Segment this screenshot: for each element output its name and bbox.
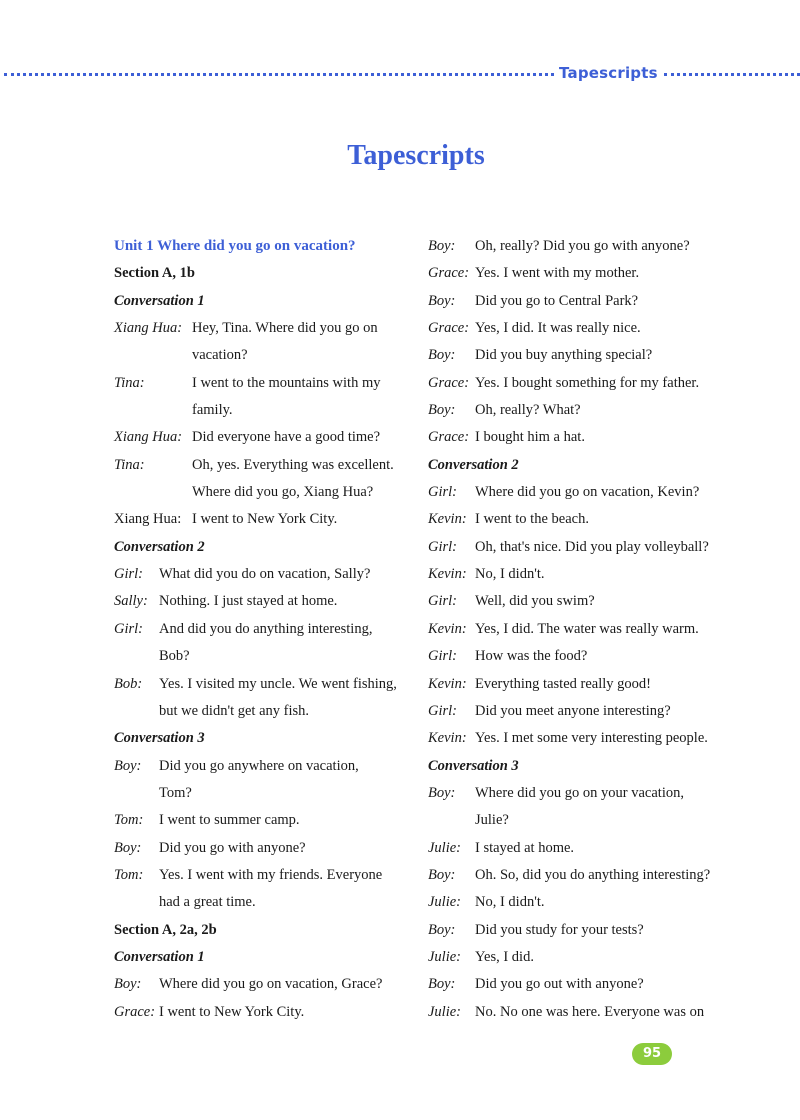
dialogue-line <box>428 233 728 260</box>
speaker-label: Girl: <box>428 538 457 555</box>
dialogue-line <box>428 671 728 698</box>
speaker-label: Girl: <box>428 648 457 665</box>
dialogue-line <box>428 835 728 862</box>
speaker-label: Girl: <box>428 702 457 719</box>
speaker-label: Xiang Hua: <box>114 511 182 528</box>
dialogue-line <box>428 780 728 807</box>
dialogue-line <box>428 342 728 369</box>
dialogue-text: And did you do anything interesting, <box>159 620 373 637</box>
dialogue-line <box>114 561 414 588</box>
header-dotted-rule-left <box>4 73 554 76</box>
dialogue-text: Yes. I met some very interesting people. <box>475 730 708 747</box>
dialogue-line <box>114 753 414 780</box>
dialogue-text: family. <box>192 402 233 419</box>
dialogue-continuation <box>114 479 414 506</box>
speaker-label: Julie: <box>428 894 462 911</box>
right-column <box>428 233 728 1026</box>
dialogue-text: Tom? <box>159 784 192 801</box>
dialogue-text: Well, did you swim? <box>475 593 595 610</box>
page-title: Tapescripts <box>347 140 485 171</box>
dialogue-continuation <box>428 807 728 834</box>
dialogue-text: had a great time. <box>159 894 256 911</box>
conversation-heading: Conversation 1 <box>114 292 205 309</box>
dialogue-text: Where did you go on your vacation, <box>475 784 684 801</box>
speaker-label: Boy: <box>428 292 456 309</box>
dialogue-text: Yes, I did. It was really nice. <box>475 320 641 337</box>
speaker-label: Boy: <box>428 866 456 883</box>
conversation-heading: Conversation 2 <box>428 456 519 473</box>
speaker-label: Kevin: <box>428 675 467 692</box>
dialogue-line <box>114 862 414 889</box>
dialogue-line <box>428 944 728 971</box>
speaker-label: Boy: <box>114 839 142 856</box>
dialogue-text: I went to New York City. <box>192 511 338 528</box>
dialogue-continuation <box>114 342 414 369</box>
speaker-label: Tina: <box>114 374 145 391</box>
dialogue-text: I went to the beach. <box>475 511 589 528</box>
dialogue-line <box>114 616 414 643</box>
dialogue-continuation <box>114 643 414 670</box>
dialogue-text: Bob? <box>159 648 190 665</box>
dialogue-text: Yes. I went with my friends. Everyone <box>159 866 383 883</box>
speaker-label: Boy: <box>428 921 456 938</box>
dialogue-text: Did you go out with anyone? <box>475 976 644 993</box>
dialogue-line <box>114 424 414 451</box>
speaker-label: Boy: <box>114 757 142 774</box>
dialogue-text: I went to New York City. <box>159 1003 305 1020</box>
speaker-label: Boy: <box>428 784 456 801</box>
speaker-label: Kevin: <box>428 620 467 637</box>
dialogue-line <box>428 561 728 588</box>
dialogue-text: Did you go with anyone? <box>159 839 306 856</box>
dialogue-text: Nothing. I just stayed at home. <box>159 593 338 610</box>
speaker-label: Tina: <box>114 456 145 473</box>
speaker-label: Girl: <box>428 484 457 501</box>
speaker-label: Tom: <box>114 812 144 829</box>
dialogue-continuation <box>114 889 414 916</box>
speaker-label: Grace: <box>428 320 470 337</box>
dialogue-line <box>428 725 728 752</box>
dialogue-text: I stayed at home. <box>475 839 575 856</box>
dialogue-text: Did you go anywhere on vacation, <box>159 757 359 774</box>
section-heading: Section A, 1b <box>114 265 195 282</box>
speaker-label: Boy: <box>114 976 142 993</box>
speaker-label: Girl: <box>428 593 457 610</box>
dialogue-line <box>428 479 728 506</box>
dialogue-line <box>428 260 728 287</box>
dialogue-text: I bought him a hat. <box>475 429 585 446</box>
dialogue-text: Oh, really? What? <box>475 402 581 419</box>
section-heading: Section A, 2a, 2b <box>114 921 217 938</box>
speaker-label: Julie: <box>428 948 462 965</box>
dialogue-line <box>428 698 728 725</box>
dialogue-line <box>114 671 414 698</box>
dialogue-line <box>428 999 728 1026</box>
speaker-label: Kevin: <box>428 511 467 528</box>
speaker-label: Tom: <box>114 866 144 883</box>
unit-heading: Unit 1 Where did you go on vacation? <box>114 238 356 254</box>
conversation-heading: Conversation 1 <box>114 948 205 965</box>
speaker-label: Grace: <box>114 1003 156 1020</box>
conversation-heading: Conversation 3 <box>428 757 519 774</box>
dialogue-text: Did you meet anyone interesting? <box>475 702 671 719</box>
speaker-label: Girl: <box>114 566 143 583</box>
dialogue-text: Yes, I did. <box>475 948 534 965</box>
speaker-label: Boy: <box>428 347 456 364</box>
speaker-label: Boy: <box>428 238 456 254</box>
dialogue-line <box>428 534 728 561</box>
running-header <box>0 64 800 84</box>
dialogue-line <box>428 917 728 944</box>
speaker-label: Xiang Hua: <box>114 429 183 446</box>
dialogue-line <box>428 889 728 916</box>
dialogue-text: Where did you go, Xiang Hua? <box>192 484 374 501</box>
dialogue-line <box>428 424 728 451</box>
dialogue-continuation <box>114 397 414 424</box>
running-head-title: Tapescripts <box>559 64 658 82</box>
speaker-label: Grace: <box>428 429 470 446</box>
speaker-label: Grace: <box>428 265 470 282</box>
speaker-label: Bob: <box>114 675 143 692</box>
speaker-label: Kevin: <box>428 730 467 747</box>
speaker-label: Kevin: <box>428 566 467 583</box>
left-column <box>114 233 414 1026</box>
dialogue-text: Did everyone have a good time? <box>192 429 381 446</box>
dialogue-text: Yes. I went with my mother. <box>475 265 640 282</box>
dialogue-text: Oh. So, did you do anything interesting? <box>475 866 711 883</box>
dialogue-text: Yes. I visited my uncle. We went fishing, <box>159 675 397 692</box>
dialogue-line <box>428 616 728 643</box>
conversation-heading: Conversation 3 <box>114 730 205 747</box>
dialogue-line <box>428 971 728 998</box>
dialogue-text: Where did you go on vacation, Grace? <box>159 976 383 993</box>
dialogue-line <box>114 999 414 1026</box>
dialogue-text: Did you buy anything special? <box>475 347 653 364</box>
dialogue-text: No. No one was here. Everyone was on <box>475 1003 705 1020</box>
dialogue-text: but we didn't get any fish. <box>159 702 310 719</box>
dialogue-line <box>114 315 414 342</box>
speaker-label: Julie: <box>428 1003 462 1020</box>
dialogue-text: vacation? <box>192 347 248 364</box>
dialogue-line <box>428 643 728 670</box>
header-dotted-rule-right <box>664 73 800 76</box>
dialogue-text: How was the food? <box>475 648 588 665</box>
dialogue-line <box>428 397 728 424</box>
dialogue-text: Where did you go on vacation, Kevin? <box>475 484 700 501</box>
dialogue-continuation <box>114 780 414 807</box>
dialogue-line <box>114 588 414 615</box>
dialogue-line <box>114 807 414 834</box>
dialogue-text: Everything tasted really good! <box>475 675 651 692</box>
dialogue-text: Hey, Tina. Where did you go on <box>192 320 378 337</box>
dialogue-line <box>428 506 728 533</box>
speaker-label: Boy: <box>428 402 456 419</box>
dialogue-line <box>428 370 728 397</box>
page-number-badge: 95 <box>632 1043 672 1065</box>
dialogue-text: Oh, yes. Everything was excellent. <box>192 456 394 473</box>
dialogue-text: Julie? <box>475 812 509 829</box>
dialogue-line <box>428 315 728 342</box>
dialogue-text: Oh, really? Did you go with anyone? <box>475 238 690 254</box>
dialogue-text: Did you go to Central Park? <box>475 292 639 309</box>
dialogue-line <box>114 971 414 998</box>
dialogue-continuation <box>114 698 414 725</box>
speaker-label: Sally: <box>114 593 148 610</box>
dialogue-text: Oh, that's nice. Did you play volleyball? <box>475 538 709 555</box>
dialogue-line <box>428 288 728 315</box>
dialogue-text: Yes, I did. The water was really warm. <box>475 620 699 637</box>
dialogue-text: No, I didn't. <box>475 566 545 583</box>
dialogue-line <box>114 506 414 533</box>
speaker-label: Girl: <box>114 620 143 637</box>
speaker-label: Boy: <box>428 976 456 993</box>
speaker-label: Xiang Hua: <box>114 320 183 337</box>
dialogue-text: Did you study for your tests? <box>475 921 644 938</box>
dialogue-text: I went to the mountains with my <box>192 374 381 391</box>
speaker-label: Grace: <box>428 374 470 391</box>
dialogue-line <box>428 862 728 889</box>
dialogue-line <box>114 370 414 397</box>
dialogue-text: I went to summer camp. <box>159 812 300 829</box>
dialogue-text: What did you do on vacation, Sally? <box>159 566 371 583</box>
dialogue-text: No, I didn't. <box>475 894 545 911</box>
dialogue-line <box>428 588 728 615</box>
dialogue-text: Yes. I bought something for my father. <box>475 374 700 391</box>
speaker-label: Julie: <box>428 839 462 856</box>
dialogue-line <box>114 452 414 479</box>
conversation-heading: Conversation 2 <box>114 538 205 555</box>
dialogue-line <box>114 835 414 862</box>
